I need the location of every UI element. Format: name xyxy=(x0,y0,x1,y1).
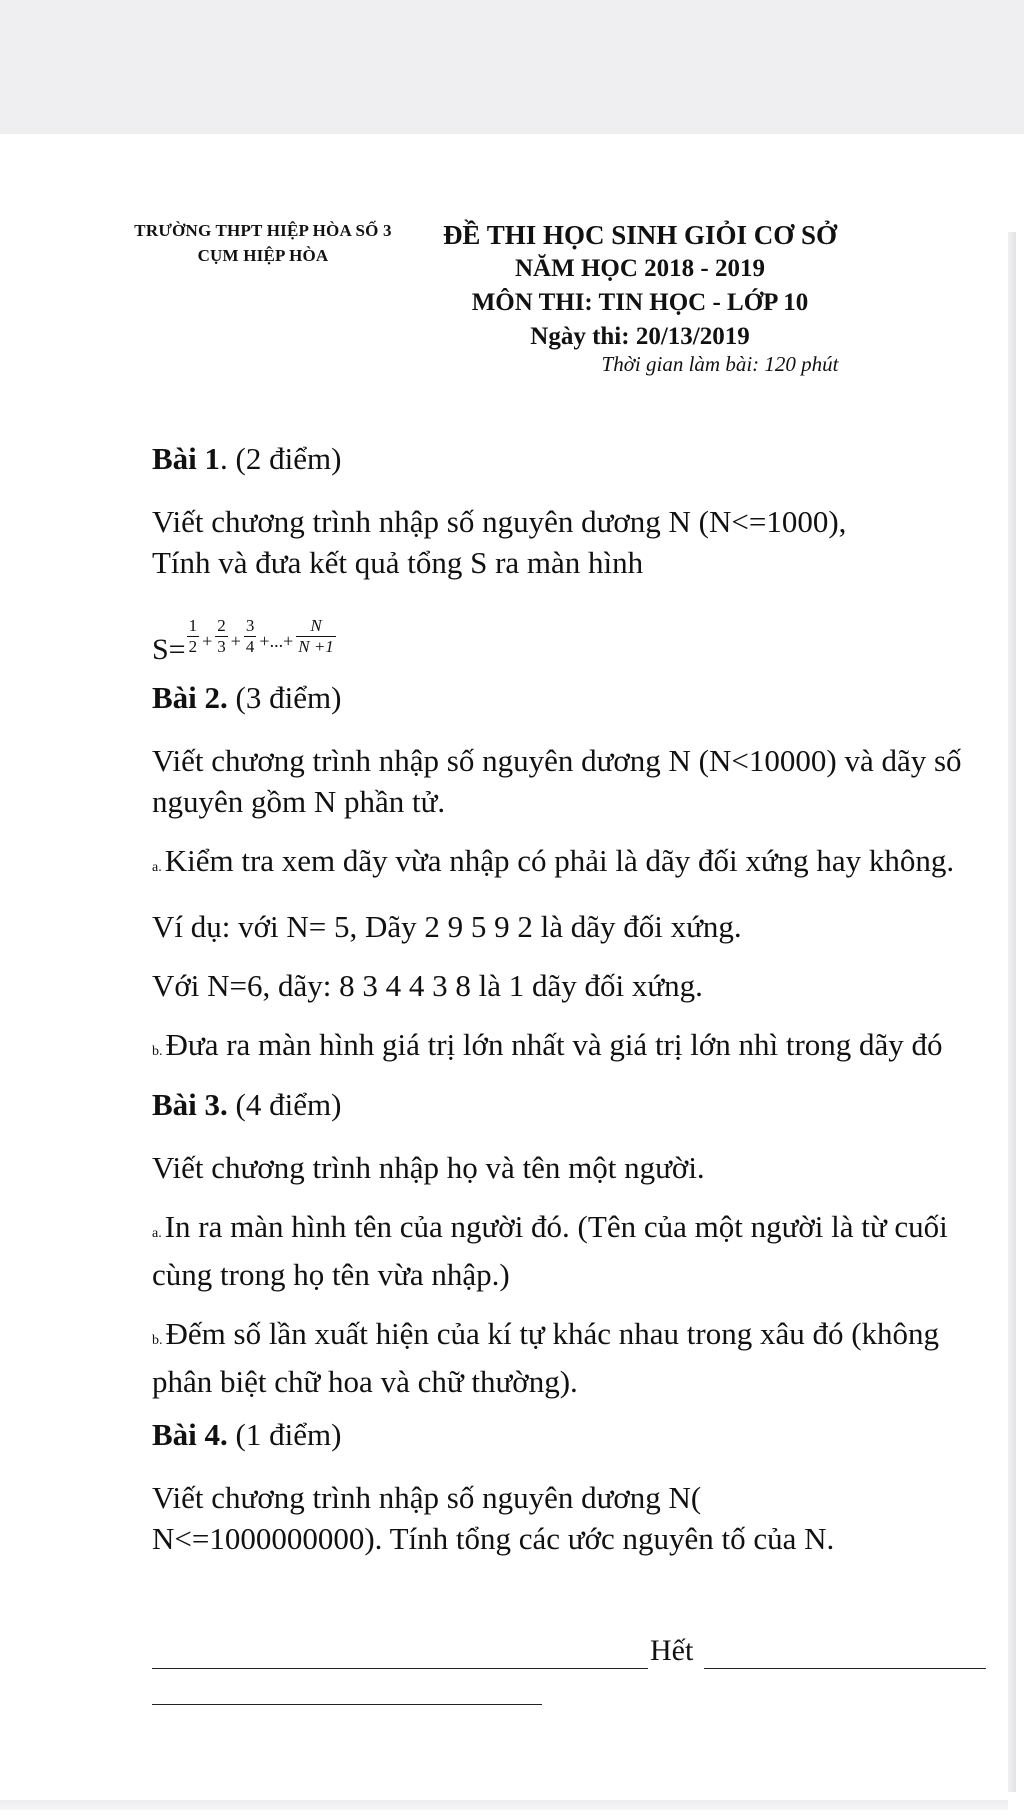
end-rule-second xyxy=(152,1704,542,1705)
fraction-1-numerator: 1 xyxy=(188,616,198,635)
sum-formula xyxy=(152,593,992,665)
exam-date: Ngày thi: 20/13/2019 xyxy=(530,323,750,350)
bai3-part-a xyxy=(152,1206,992,1295)
bai3-a-text: In ra màn hình tên của người đó. (Tên của một người là từ cuối cùng trong họ tên vừa nhập.) xyxy=(152,1209,948,1292)
bai1-text-line2: Tính và đưa kết quả tổng S ra màn hình xyxy=(152,545,644,580)
bai1-text-line1: Viết chương trình nhập số nguyên dương N (N<=1000), xyxy=(152,504,847,539)
bai4-title: Bài 4. xyxy=(152,1417,228,1452)
bai2-text: Viết chương trình nhập số nguyên dương N (N<10000) và dãy số nguyên gồm N phần tử. xyxy=(152,743,962,819)
bai2-points: (3 điểm) xyxy=(227,680,342,715)
bai2-heading xyxy=(152,677,992,718)
fraction-2-denominator: 3 xyxy=(217,637,226,656)
end-marker-row xyxy=(152,1634,986,1674)
end-label: Hết xyxy=(650,1634,694,1667)
formula-ellipsis: +...+ xyxy=(259,631,294,651)
bai1-points: . (2 điểm) xyxy=(220,441,342,476)
bai3-b-text: Đếm số lần xuất hiện của kí tự khác nhau trong xâu đó (không phân biệt chữ hoa và chữ thường). xyxy=(152,1316,940,1399)
bai2-title: Bài 2. xyxy=(152,680,228,715)
page-edge-shadow xyxy=(1008,232,1016,1792)
fraction-last-numerator: N xyxy=(310,616,322,635)
formula-fraction-3 xyxy=(244,616,257,657)
bai3-heading xyxy=(152,1084,992,1125)
time-allowed: Thời gian làm bài: 120 phút xyxy=(601,352,839,376)
bai2-part-b xyxy=(152,1024,992,1072)
bai3-a-marker: a. xyxy=(152,1226,162,1241)
fraction-3-numerator: 3 xyxy=(245,616,255,635)
bai2-a-marker: a. xyxy=(152,860,162,875)
bai2-b-text: Đưa ra màn hình giá trị lớn nhất và giá trị lớn nhì trong dãy đó xyxy=(165,1027,943,1062)
formula-plus-2: + xyxy=(230,631,241,651)
viewer-top-band xyxy=(0,0,1024,134)
exam-title: ĐỀ THI HỌC SINH GIỎI CƠ SỞ xyxy=(442,220,838,250)
bai4-heading xyxy=(152,1414,992,1455)
bai4-text-line2: N<=1000000000). Tính tổng các ước nguyên tố của N. xyxy=(152,1521,835,1556)
formula-fraction-last xyxy=(296,616,336,657)
bai2-example-1: Ví dụ: với N= 5, Dãy 2 9 5 9 2 là dãy đối xứng. xyxy=(152,909,742,944)
formula-lhs: S= xyxy=(152,633,186,666)
cluster-name: CỤM HIỆP HÒA xyxy=(197,246,329,265)
bai2-b-marker: b. xyxy=(152,1044,163,1059)
fraction-2-numerator: 2 xyxy=(217,616,226,635)
school-header xyxy=(98,218,428,268)
bai1-text xyxy=(152,501,992,583)
page-bottom-shadow xyxy=(0,1800,1008,1810)
bai3-points: (4 điểm) xyxy=(227,1087,342,1122)
bai4-text-line1: Viết chương trình nhập số nguyên dương N( xyxy=(152,1480,702,1515)
formula-fraction-1 xyxy=(187,616,200,657)
bai3-b-marker: b. xyxy=(152,1333,163,1348)
exam-header xyxy=(420,218,860,354)
school-name: TRƯỜNG THPT HIỆP HÒA SỐ 3 xyxy=(134,221,392,240)
bai3-title: Bài 3. xyxy=(152,1087,228,1122)
bai4-points: (1 điểm) xyxy=(227,1417,342,1452)
fraction-3-denominator: 4 xyxy=(245,637,255,656)
bai2-part-a xyxy=(152,840,992,888)
school-year: NĂM HỌC 2018 - 2019 xyxy=(515,255,765,282)
end-rule-left xyxy=(152,1668,648,1669)
bai1-heading xyxy=(152,438,992,479)
exam-content xyxy=(152,438,992,1559)
bai2-a-text: Kiểm tra xem dãy vừa nhập có phải là dãy đối xứng hay không. xyxy=(164,843,955,878)
bai4-text xyxy=(152,1477,992,1559)
bai3-text: Viết chương trình nhập họ và tên một người. xyxy=(152,1150,705,1185)
exam-subject: MÔN THI: TIN HỌC - LỚP 10 xyxy=(471,289,809,316)
formula-fraction-2 xyxy=(215,616,228,657)
bai2-example-2: Với N=6, dãy: 8 3 4 4 3 8 là 1 dãy đối xứng. xyxy=(152,968,703,1003)
fraction-1-denominator: 2 xyxy=(188,637,198,656)
fraction-last-denominator: N +1 xyxy=(298,637,334,656)
end-rule-right xyxy=(704,1668,986,1669)
formula-plus-1: + xyxy=(202,631,213,651)
bai3-part-b xyxy=(152,1313,992,1402)
bai1-title: Bài 1 xyxy=(152,441,221,476)
